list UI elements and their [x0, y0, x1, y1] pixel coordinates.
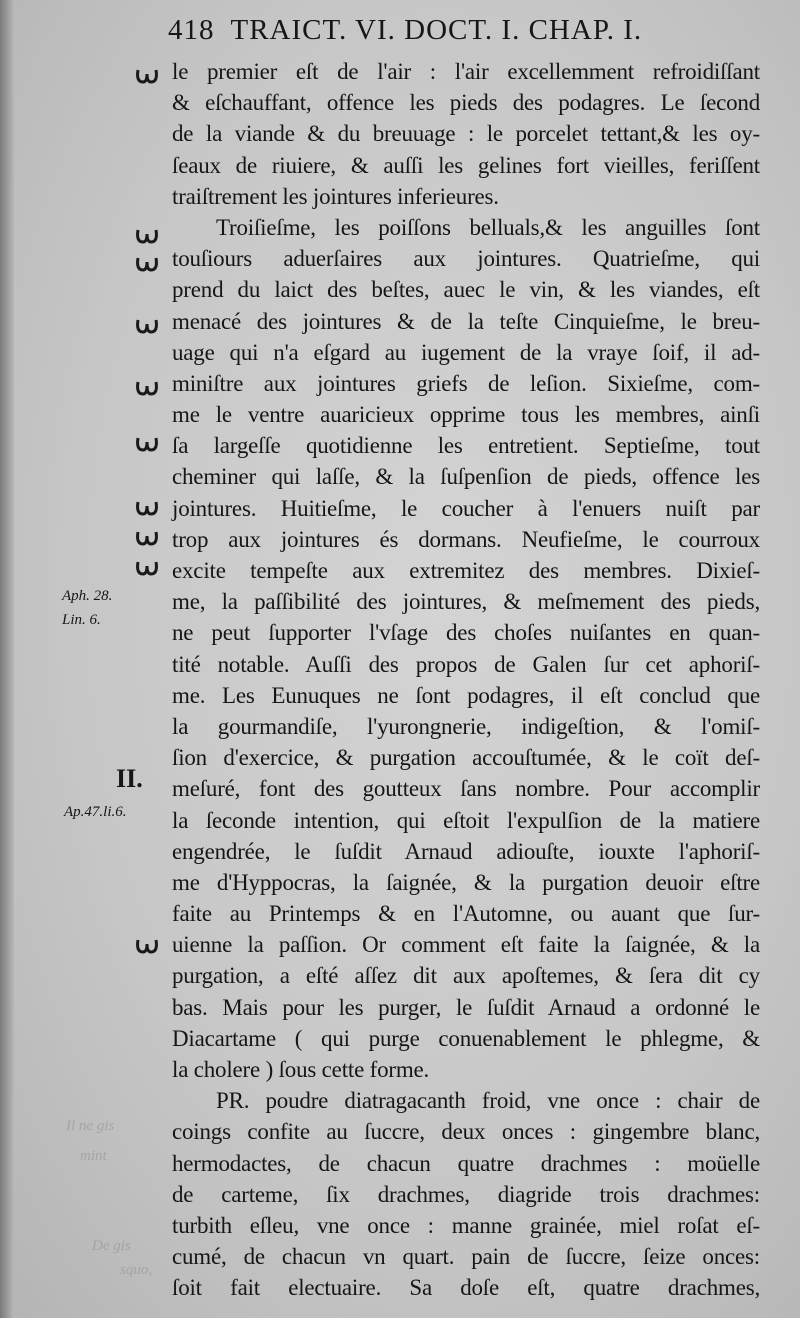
text-line: me. Les Eunuques ne ſont podagres, il eſt conclud que	[172, 682, 760, 708]
text-line: de la viande & du breuuage : le porcelet tettant,& les oy-	[172, 121, 760, 147]
recipe-line: coings confite au ſuccre, deux onces : gingembre blanc,	[172, 1119, 760, 1145]
recipe-line: hermodactes, de chacun quatre drachmes : moüelle	[172, 1150, 760, 1176]
text-line: la ſeconde intention, qui eſtoit l'expulſion de la matiere	[172, 807, 760, 833]
text-line: cheminer qui laſſe, & la ſuſpenſion de pieds, offence les	[172, 464, 760, 490]
text-line: ne peut ſupporter l'vſage des choſes nuiſantes en quan-	[172, 620, 760, 646]
text-line: trop aux jointures és dormans. Neufieſme, le courroux	[172, 526, 760, 552]
text-line: la gourmandiſe, l'yurongnerie, indigeſtion, & l'omiſ-	[172, 713, 760, 739]
section-number: II.	[116, 764, 143, 793]
text-line: Troiſieſme, les poiſſons belluals,& les anguilles ſont	[216, 214, 760, 240]
text-line: excite tempeſte aux extremitez des membres. Dixieſ-	[172, 558, 760, 583]
text-line: engendrée, le ſuſdit Arnaud adiouſte, iouxte l'aphoriſ-	[172, 838, 760, 864]
recipe-line: ſoit fait electuaire. Sa doſe eſt, quatre drachmes,	[172, 1275, 760, 1301]
bleed-through-text: De gis	[92, 1238, 131, 1254]
page-gutter-shadow	[0, 0, 14, 1318]
text-line: ſa largeſſe quotidienne les entretient. Septieſme, tout	[172, 433, 760, 459]
margin-note-aphorism: Aph. 28.	[62, 588, 113, 604]
running-header	[168, 14, 760, 50]
margin-sign-icon	[134, 434, 160, 454]
margin-note-line: Lin. 6.	[62, 612, 101, 628]
margin-sign-icon	[134, 226, 160, 246]
running-title: TRAICT. VI. DOCT. I. CHAP. I.	[230, 14, 643, 46]
bleed-through-text: squo,	[120, 1262, 153, 1278]
text-line: jointures. Huitieſme, le coucher à l'enuers nuiſt par	[172, 495, 760, 521]
text-line: meſuré, font des goutteux ſans nombre. Pour accomplir	[172, 776, 760, 802]
text-line: me le ventre auaricieux opprime tous les membres, ainſi	[172, 402, 760, 428]
text-line: me d'Hyppocras, la ſaignée, & la purgation deuoir eſtre	[172, 869, 760, 895]
margin-note-aphorism-ref: Ap.47.li.6.	[64, 804, 127, 820]
margin-sign-icon	[134, 936, 160, 956]
text-line: bas. Mais pour les purger, le ſuſdit Arnaud a ordonné le	[172, 994, 760, 1020]
recipe-line: PR. poudre diatragacanth froid, vne once : chair de	[216, 1088, 760, 1114]
text-line: uage qui n'a eſgard au iugement de la vraye ſoif, il ad-	[172, 339, 760, 365]
margin-sign-icon	[134, 498, 160, 518]
text-line: prend du laict des beſtes, auec le vin, & les viandes, eſt	[172, 277, 760, 303]
body-text	[172, 56, 760, 1304]
text-line: la cholere ) ſous cette forme.	[172, 1057, 430, 1082]
recipe-line: turbith eſleu, vne once : manne grainée, miel roſat eſ-	[172, 1212, 760, 1238]
recipe-line: de carteme, ſix drachmes, diagride trois drachmes:	[172, 1181, 760, 1207]
margin-sign-icon	[134, 66, 160, 86]
margin-sign-icon	[134, 378, 160, 398]
text-line: traiſtrement les jointures inferieures.	[172, 183, 499, 209]
margin-sign-icon	[134, 558, 160, 578]
text-line: Diacartame ( qui purge conuenablement le phlegme, &	[172, 1025, 760, 1051]
text-line: tité notable. Auſſi des propos de Galen ſur cet aphoriſ-	[172, 651, 760, 677]
text-line: ſion d'exercice, & purgation accouſtumée, & le coït deſ-	[172, 745, 760, 771]
recipe-line: cumé, de chacun vn quart. pain de ſuccre, ſeize onces:	[172, 1244, 760, 1270]
margin-sign-icon	[134, 316, 160, 336]
text-line: & eſchauffant, offence les pieds des podagres. Le ſecond	[172, 90, 760, 116]
text-line: miniſtre aux jointures griefs de leſion. Sixieſme, com-	[172, 370, 760, 396]
text-line: faite au Printemps & en l'Automne, ou auant que ſur-	[172, 901, 760, 927]
text-line: me, la paſſibilité des jointures, & meſmement des pieds,	[172, 589, 760, 615]
bleed-through-text: Il ne gis	[66, 1118, 115, 1134]
text-line: le premier eſt de l'air : l'air excellemment refroidiſſant	[172, 59, 760, 84]
margin-sign-icon	[134, 528, 160, 548]
margin-sign-icon	[134, 254, 160, 274]
text-line: menacé des jointures & de la teſte Cinquieſme, le breu-	[172, 308, 760, 334]
page-number: 418	[168, 14, 215, 46]
text-line: purgation, a eſté aſſez dit aux apoſtemes, & ſera dit cy	[172, 963, 760, 989]
text-line: uienne la paſſion. Or comment eſt faite la ſaignée, & la	[172, 932, 760, 958]
text-line: ſeaux de riuiere, & auſſi les gelines fort vieilles, feriſſent	[172, 152, 760, 178]
bleed-through-text: mint	[80, 1148, 107, 1164]
text-line: touſiours aduerſaires aux jointures. Quatrieſme, qui	[172, 246, 760, 272]
